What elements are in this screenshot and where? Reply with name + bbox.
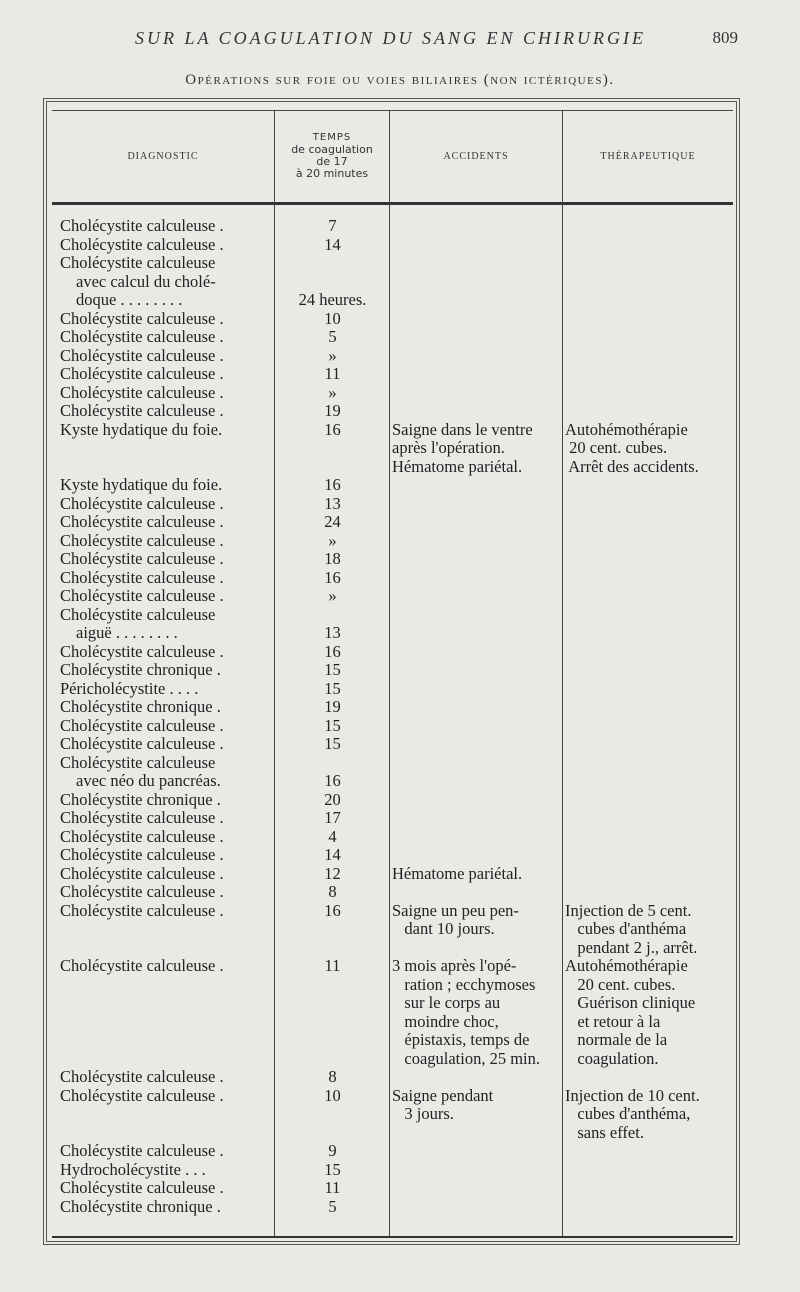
header-bottom-rule xyxy=(52,202,733,205)
column-divider xyxy=(562,110,563,1238)
diagnostic-line: Cholécystite calculeuse xyxy=(60,604,216,624)
diagnostic-line: Cholécystite chronique . xyxy=(60,697,221,716)
coagulation-time-cell: 14 xyxy=(324,845,341,864)
diagnostic-cell xyxy=(60,513,274,532)
diagnostic-cell xyxy=(60,328,274,347)
diagnostic-cell xyxy=(60,310,274,329)
diagnostic-line: Cholécystite calculeuse . xyxy=(60,567,224,587)
coagulation-time-cell: » xyxy=(328,530,337,550)
coagulation-time-cell: » xyxy=(328,382,337,402)
diagnostic-cell xyxy=(60,1068,274,1087)
header-diagnostic: DIAGNOSTIC xyxy=(127,150,199,162)
coagulation-time-cell: 16 xyxy=(324,419,341,439)
diagnostic-cell xyxy=(60,680,274,699)
diagnostic-cell xyxy=(60,846,274,865)
diagnostic-cell xyxy=(60,532,274,551)
coagulation-time-cell: 15 xyxy=(324,678,341,698)
coagulation-time-cell: 12 xyxy=(324,863,341,883)
diagnostic-cell xyxy=(60,1087,274,1106)
diagnostic-cell xyxy=(60,606,274,643)
diagnostic-line: Cholécystite calculeuse . xyxy=(60,1141,224,1160)
coagulation-time-cell: 11 xyxy=(324,364,341,383)
coagulation-time-cell: 7 xyxy=(328,216,337,235)
diagnostic-line: Cholécystite calculeuse . xyxy=(60,1178,224,1197)
diagnostic-line: Kyste hydatique du foie. xyxy=(60,475,223,494)
header-top-rule xyxy=(52,110,733,111)
coagulation-time-cell: 9 xyxy=(328,1141,337,1160)
diagnostic-cell xyxy=(60,754,274,791)
coagulation-time-cell: 24 xyxy=(324,512,341,531)
header-temps-line2: de coagulation xyxy=(291,143,373,156)
therapeutique-cell: Injection de 5 cent. cubes d'anthéma pendant 2 j., arrêt. xyxy=(565,900,698,957)
diagnostic-line: doque . . . . . . . . xyxy=(76,290,183,309)
diagnostic-cell xyxy=(60,865,274,884)
coagulation-time-cell: 13 xyxy=(324,493,341,513)
coagulation-time-cell: 13 xyxy=(324,623,341,642)
coagulation-time-cell: 24 heures. xyxy=(298,290,367,309)
header-temps-line4: à 20 minutes xyxy=(295,167,369,180)
accidents-cell: Saigne un peu pen- dant 10 jours. xyxy=(392,900,519,938)
coagulation-time-cell: 15 xyxy=(324,660,341,679)
diagnostic-line: Cholécystite calculeuse . xyxy=(60,401,224,420)
column-divider xyxy=(389,110,390,1238)
diagnostic-line: Cholécystite chronique . xyxy=(60,660,221,679)
diagnostic-line: Cholécystite calculeuse . xyxy=(60,882,224,901)
diagnostic-cell xyxy=(60,791,274,810)
accidents-cell: 3 mois après l'opé- ration ; ecchymoses sur le corps au moindre choc, épistaxis, temps de coagulation, 25 min. xyxy=(392,956,541,1068)
diagnostic-line: Cholécystite calculeuse . xyxy=(60,549,224,568)
diagnostic-line: Cholécystite calculeuse . xyxy=(60,364,224,383)
diagnostic-cell xyxy=(60,236,274,255)
header-temps-line1: TEMPS xyxy=(312,132,352,143)
header-accidents: ACCIDENTS xyxy=(443,150,509,162)
coagulation-time-cell: 11 xyxy=(324,1178,341,1197)
diagnostic-cell xyxy=(60,587,274,606)
coagulation-time-cell: 18 xyxy=(324,549,341,568)
diagnostic-line: Cholécystite calculeuse . xyxy=(60,826,224,846)
table-bottom-rule xyxy=(52,1236,733,1238)
diagnostic-cell xyxy=(60,402,274,421)
coagulation-time-cell: 19 xyxy=(324,401,341,420)
diagnostic-cell xyxy=(60,1161,274,1180)
running-head xyxy=(0,28,800,52)
diagnostic-cell xyxy=(60,495,274,514)
coagulation-time-cell: 16 xyxy=(324,567,341,587)
coagulation-time-cell: 15 xyxy=(324,734,341,753)
table-caption: Opérations sur foie ou voies biliaires (non ictériques). xyxy=(185,72,615,88)
coagulation-time-cell: 8 xyxy=(328,1067,337,1086)
diagnostic-cell xyxy=(60,1198,274,1217)
diagnostic-line: Cholécystite chronique . xyxy=(60,1196,221,1216)
diagnostic-line: Cholécystite calculeuse . xyxy=(60,1085,224,1105)
coagulation-time-cell: 5 xyxy=(328,1196,337,1216)
diagnostic-line: Cholécystite calculeuse . xyxy=(60,216,224,235)
accidents-cell: Saigne dans le ventre après l'opération. Hématome pariétal. xyxy=(392,419,533,476)
coagulation-time-cell: 15 xyxy=(324,715,341,735)
diagnostic-cell xyxy=(60,550,274,569)
diagnostic-line: Cholécystite calculeuse . xyxy=(60,493,224,513)
diagnostic-line: Cholécystite calculeuse . xyxy=(60,512,224,531)
diagnostic-line: Cholécystite calculeuse . xyxy=(60,1067,224,1086)
coagulation-time-cell: 10 xyxy=(324,1085,341,1105)
diagnostic-line: Cholécystite calculeuse xyxy=(60,253,216,272)
diagnostic-cell xyxy=(60,347,274,366)
diagnostic-cell xyxy=(60,1179,274,1198)
diagnostic-line: Hydrocholécystite . . . xyxy=(60,1159,206,1179)
therapeutique-cell: Injection de 10 cent. cubes d'anthéma, sans effet. xyxy=(565,1085,700,1142)
diagnostic-cell xyxy=(60,365,274,384)
coagulation-time-cell: 16 xyxy=(324,475,341,494)
coagulation-time-cell: 4 xyxy=(328,826,337,846)
diagnostic-cell xyxy=(60,254,274,310)
coagulation-time-cell: 20 xyxy=(324,789,341,809)
diagnostic-cell xyxy=(60,828,274,847)
diagnostic-line: Cholécystite calculeuse . xyxy=(60,900,224,920)
diagnostic-line: Cholécystite calculeuse . xyxy=(60,715,224,735)
diagnostic-line: Cholécystite calculeuse . xyxy=(60,382,224,402)
diagnostic-line: avec néo du pancréas. xyxy=(76,771,221,790)
column-divider xyxy=(274,110,275,1238)
diagnostic-cell xyxy=(60,809,274,828)
accidents-cell: Hématome pariétal. xyxy=(392,863,523,883)
diagnostic-cell xyxy=(60,1142,274,1161)
coagulation-time-cell: 16 xyxy=(324,900,341,920)
coagulation-time-cell: » xyxy=(328,345,337,365)
diagnostic-cell xyxy=(60,476,274,495)
diagnostic-cell xyxy=(60,957,274,976)
diagnostic-cell xyxy=(60,384,274,403)
diagnostic-line: Cholécystite chronique . xyxy=(60,789,221,809)
diagnostic-line: Cholécystite calculeuse . xyxy=(60,327,224,346)
page-number: 809 xyxy=(712,28,738,47)
diagnostic-cell xyxy=(60,717,274,736)
coagulation-time-cell: 17 xyxy=(324,808,341,827)
diagnostic-line: Cholécystite calculeuse . xyxy=(60,345,224,365)
diagnostic-line: Cholécystite calculeuse . xyxy=(60,863,224,883)
diagnostic-line: avec calcul du cholé- xyxy=(76,271,216,291)
diagnostic-line: Cholécystite calculeuse . xyxy=(60,734,224,753)
coagulation-time-cell: 16 xyxy=(324,641,341,661)
coagulation-time-cell: 10 xyxy=(324,308,341,328)
diagnostic-line: Cholécystite calculeuse . xyxy=(60,641,224,661)
therapeutique-cell: Autohémothérapie 20 cent. cubes. Guérison clinique et retour à la normale de la coagulation. xyxy=(565,956,696,1068)
diagnostic-cell xyxy=(60,421,274,440)
diagnostic-line: Cholécystite calculeuse xyxy=(60,752,216,772)
coagulation-time-cell: 19 xyxy=(324,697,341,716)
header-therapeutique: THÉRAPEUTIQUE xyxy=(600,150,696,162)
diagnostic-line: aiguë . . . . . . . . xyxy=(76,623,178,642)
coagulation-time-cell: 15 xyxy=(324,1159,341,1179)
accidents-cell: Saigne pendant 3 jours. xyxy=(392,1085,494,1123)
diagnostic-cell xyxy=(60,735,274,754)
diagnostic-line: Cholécystite calculeuse . xyxy=(60,234,224,254)
coagulation-time-cell: 16 xyxy=(324,771,341,790)
coagulation-time-cell: 11 xyxy=(324,956,341,975)
header-temps xyxy=(275,112,389,200)
diagnostic-cell xyxy=(60,217,274,236)
diagnostic-cell xyxy=(60,569,274,588)
diagnostic-cell xyxy=(60,643,274,662)
running-title: SUR LA COAGULATION DU SANG EN CHIRURGIE xyxy=(135,28,646,48)
diagnostic-line: Cholécystite calculeuse . xyxy=(60,808,224,827)
diagnostic-cell xyxy=(60,902,274,921)
coagulation-time-cell: » xyxy=(328,586,337,605)
diagnostic-line: Cholécystite calculeuse . xyxy=(60,586,224,605)
coagulation-time-cell: 14 xyxy=(324,234,341,254)
diagnostic-line: Kyste hydatique du foie. xyxy=(60,419,223,439)
therapeutique-cell: Autohémothérapie 20 cent. cubes. Arrêt des accidents. xyxy=(565,419,699,476)
coagulation-time-cell: 5 xyxy=(328,327,337,346)
diagnostic-line: Cholécystite calculeuse . xyxy=(60,956,224,975)
diagnostic-line: Cholécystite calculeuse . xyxy=(60,308,224,328)
diagnostic-cell xyxy=(60,883,274,902)
diagnostic-cell xyxy=(60,661,274,680)
diagnostic-line: Péricholécystite . . . . xyxy=(60,678,199,698)
header-temps-line3: de 17 xyxy=(316,155,348,168)
diagnostic-cell xyxy=(60,698,274,717)
diagnostic-line: Cholécystite calculeuse . xyxy=(60,530,224,550)
diagnostic-line: Cholécystite calculeuse . xyxy=(60,845,224,864)
coagulation-time-cell: 8 xyxy=(328,882,337,901)
